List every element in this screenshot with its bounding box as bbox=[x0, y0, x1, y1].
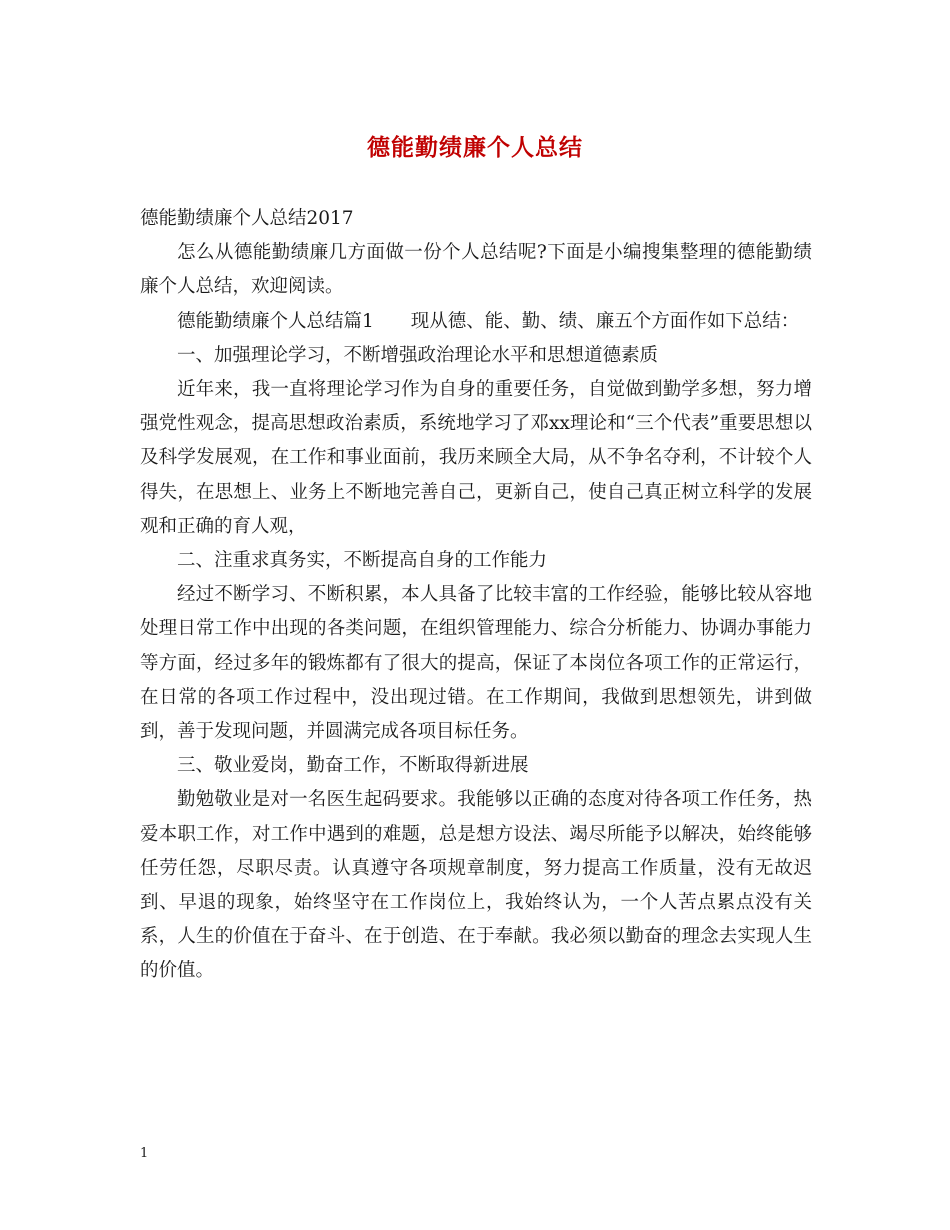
body-paragraph-3: 勤勉敬业是对一名医生起码要求。我能够以正确的态度对待各项工作任务，热爱本职工作，对工作中遇到的难题，总是想方设法、竭尽所能予以解决，始终能够任劳任怨，尽职尽责。认真遵守各项规章制度，努力提高工作质量，没有无故迟到、早退的现象，始终坚守在工作岗位上，我始终认为，一个人苦点累点没有关系，人生的价值在于奋斗、在于创造、在于奉献。我必须以勤奋的理念去实现人生的价值。 bbox=[140, 789, 812, 982]
subtitle-paragraph: 德能勤绩廉个人总结2017 bbox=[140, 208, 354, 229]
page-number: 1 bbox=[140, 1146, 149, 1161]
body-paragraph-1: 近年来，我一直将理论学习作为自身的重要任务，自觉做到勤学多想，努力增强党性观念，提高思想政治素质，系统地学习了邓xx理论和“三个代表”重要思想以及科学发展观，在工作和事业面前，我历来顾全大局，从不争名夺利，不计较个人得失，在思想上、业务上不断地完善自己，更新自己，使自己真正树立科学的发展观和正确的育人观， bbox=[140, 379, 812, 537]
intro-paragraph: 怎么从德能勤绩廉几方面做一份个人总结呢?下面是小编搜集整理的德能勤绩廉个人总结，欢迎阅读。 bbox=[140, 242, 812, 298]
section-intro-paragraph: 德能勤绩廉个人总结篇1 现从德、能、勤、绩、廉五个方面作如下总结： bbox=[177, 310, 800, 332]
body-paragraph-2: 经过不断学习、不断积累，本人具备了比较丰富的工作经验，能够比较从容地处理日常工作中出现的各类问题，在组织管理能力、综合分析能力、协调办事能力等方面，经过多年的锻炼都有了很大的提高，保证了本岗位各项工作的正常运行，在日常的各项工作过程中，没出现过错。在工作期间，我做到思想领先，讲到做到，善于发现问题，并圆满完成各项目标任务。 bbox=[140, 584, 812, 743]
section-heading-1: 一、加强理论学习，不断增强政治理论水平和思想道德素质 bbox=[177, 344, 659, 366]
section-heading-2: 二、注重求真务实，不断提高自身的工作能力 bbox=[177, 550, 548, 572]
document-title: 德能勤绩廉个人总结 bbox=[367, 134, 583, 161]
section-heading-3: 三、敬业爱岗，勤奋工作，不断取得新进展 bbox=[177, 755, 529, 777]
document-body bbox=[140, 202, 812, 989]
